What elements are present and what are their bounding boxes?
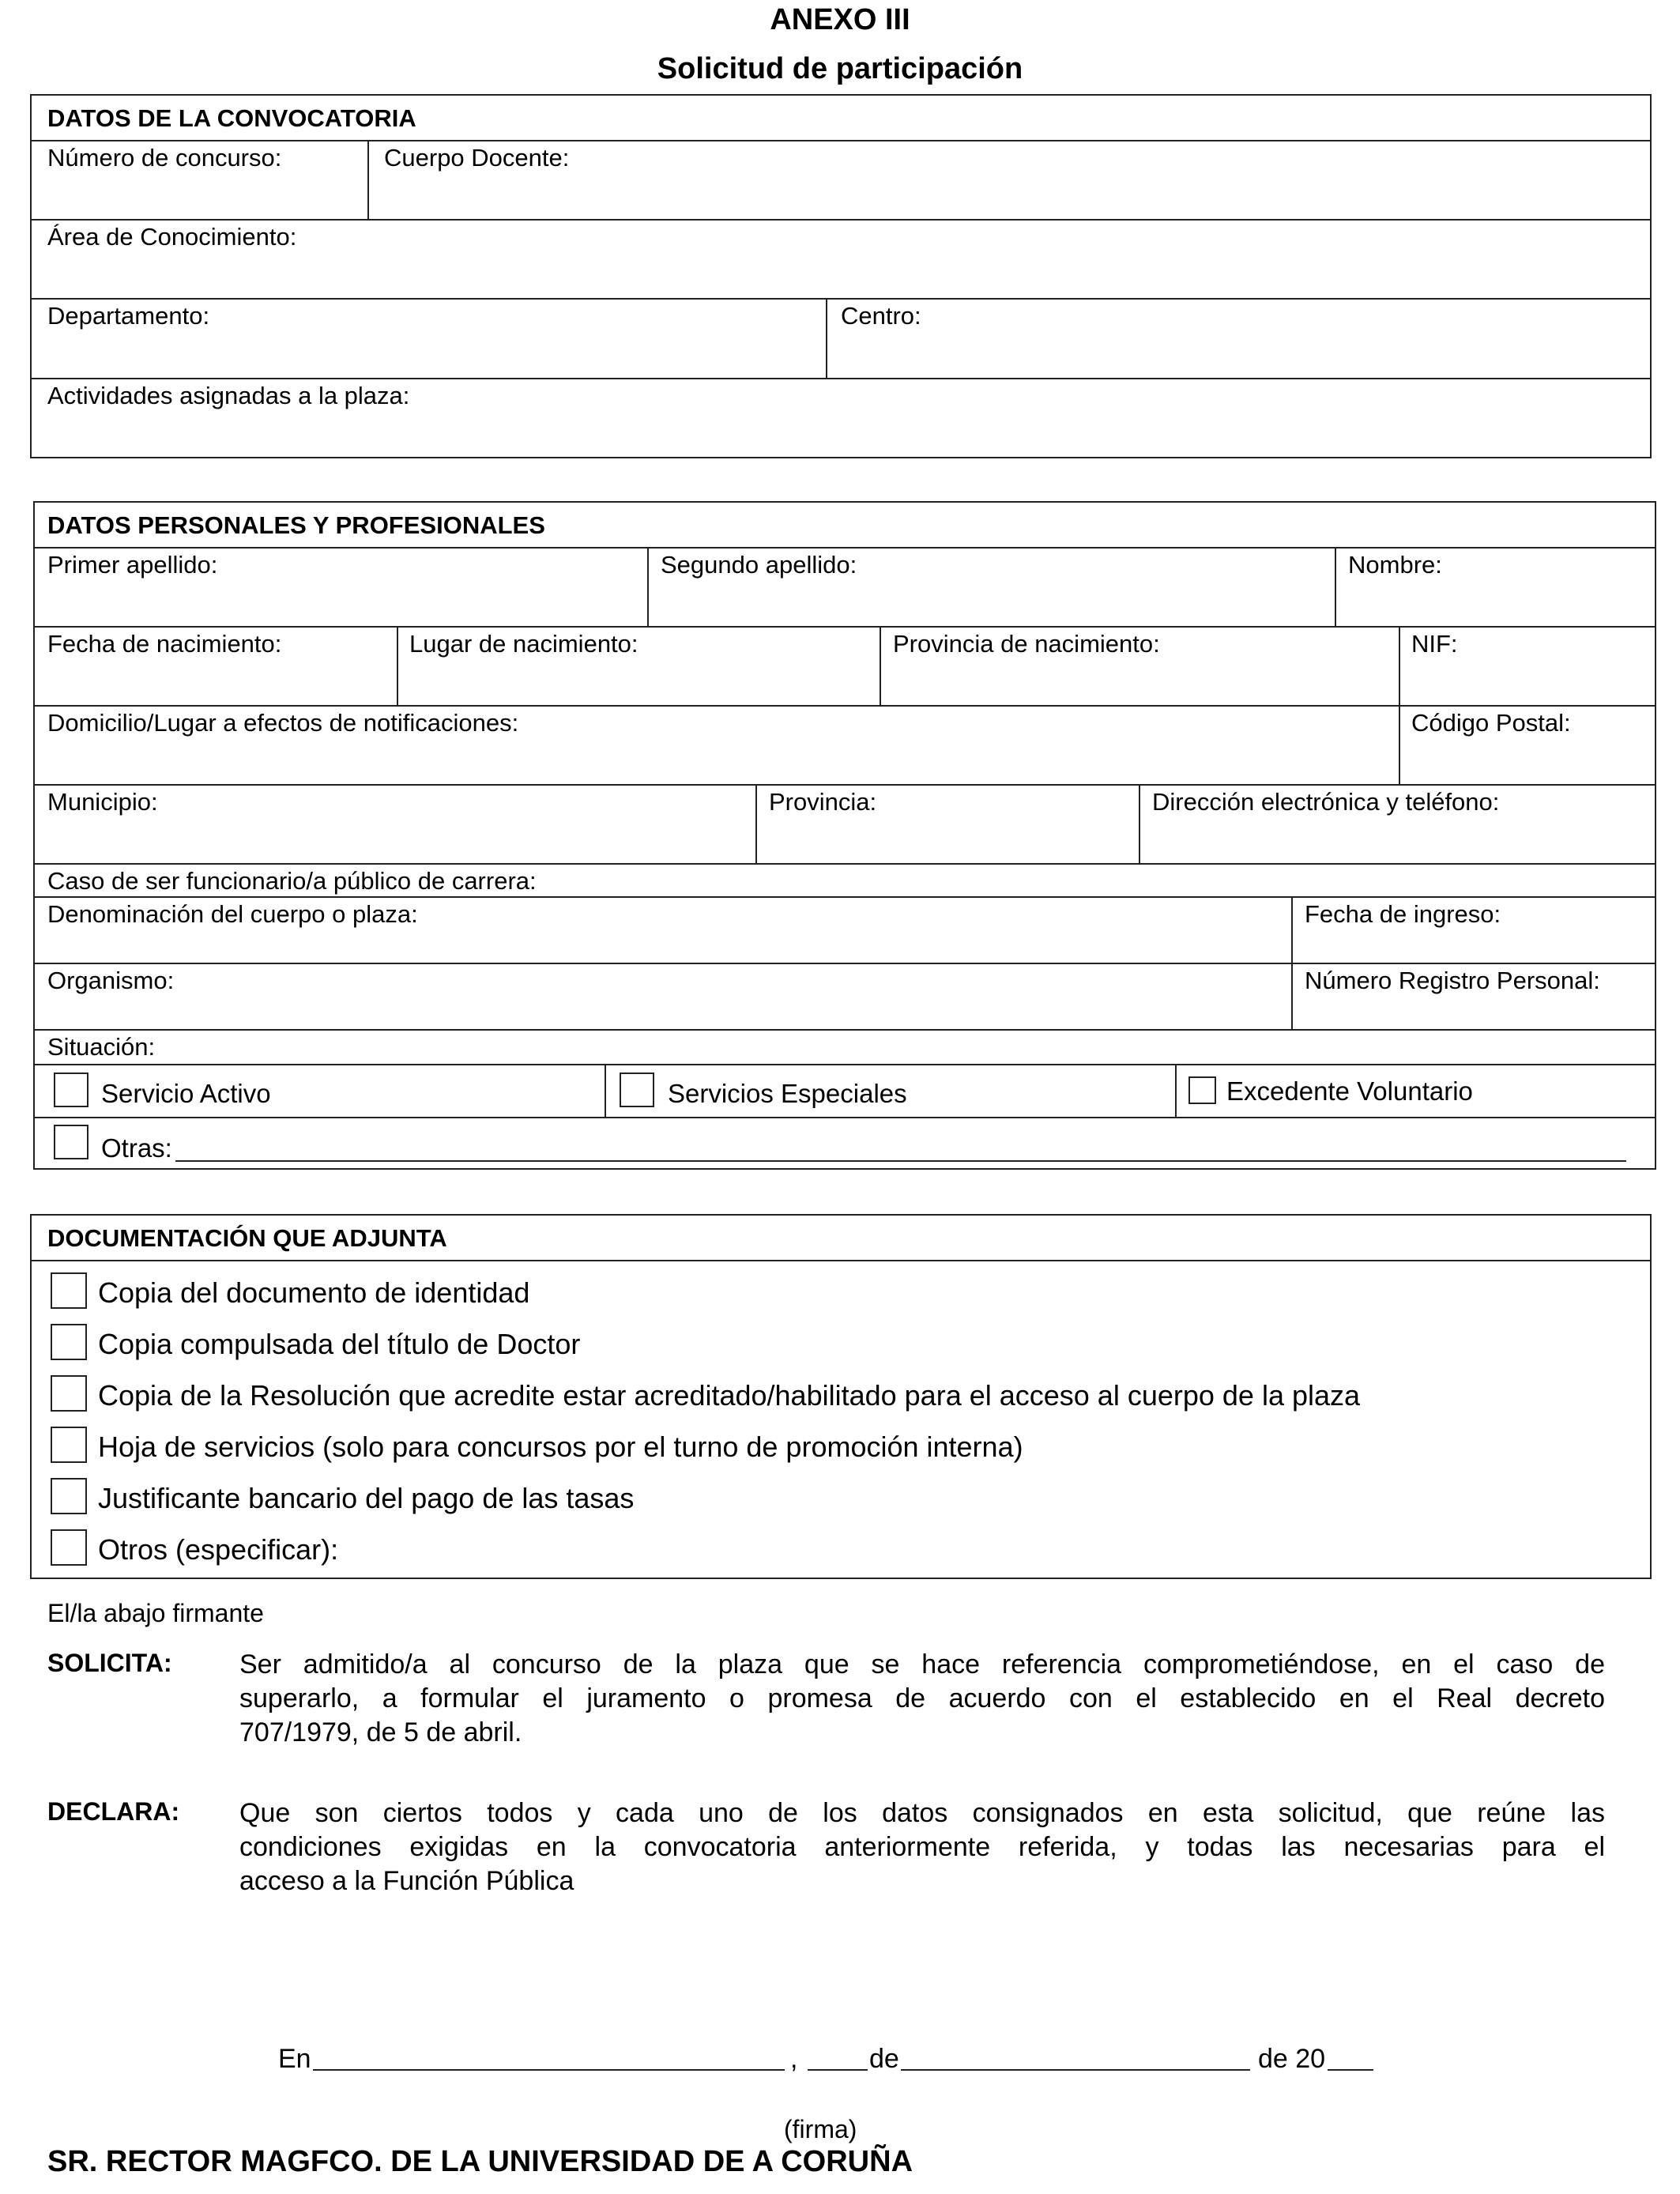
servicio-activo-label: Servicio Activo (101, 1079, 271, 1108)
codigo-postal-field[interactable]: Código Postal: (1411, 709, 1571, 737)
rector-addressee: SR. RECTOR MAGFCO. DE LA UNIVERSIDAD DE A CORUÑA (47, 2145, 913, 2178)
centro-field[interactable]: Centro: (841, 302, 921, 330)
doc-hoja-servicios-label: Hoja de servicios (solo para concursos por el turno de promoción interna) (98, 1431, 1023, 1463)
documentacion-heading: DOCUMENTACIÓN QUE ADJUNTA (47, 1224, 447, 1252)
situacion-label: Situación: (47, 1033, 156, 1061)
lugar-nacimiento-field[interactable]: Lugar de nacimiento: (409, 630, 638, 658)
actividades-field[interactable]: Actividades asignadas a la plaza: (47, 382, 410, 409)
doc-identidad-label: Copia del documento de identidad (98, 1276, 530, 1309)
segundo-apellido-field[interactable]: Segundo apellido: (661, 551, 857, 579)
excedente-voluntario-checkbox[interactable] (1188, 1076, 1216, 1104)
personales-section (33, 501, 1656, 1170)
servicio-activo-checkbox[interactable] (54, 1072, 89, 1107)
declara-line-2: condiciones exigidas en la convocatoria anteriormente referida, y todas las necesarias para el (239, 1832, 1605, 1862)
declara-line-3: acceso a la Función Pública (239, 1866, 574, 1896)
doc-resolucion-checkbox[interactable] (51, 1375, 87, 1412)
doc-otros-checkbox[interactable] (51, 1529, 87, 1566)
servicios-especiales-checkbox[interactable] (620, 1072, 654, 1107)
doc-identidad-checkbox[interactable] (51, 1272, 87, 1309)
denominacion-field[interactable]: Denominación del cuerpo o plaza: (47, 900, 418, 928)
firma-label: (firma) (784, 2115, 857, 2143)
convocatoria-heading: DATOS DE LA CONVOCATORIA (47, 104, 416, 132)
doc-titulo-doctor-checkbox[interactable] (51, 1324, 87, 1360)
otras-checkbox[interactable] (54, 1125, 89, 1159)
signature-comma: , (790, 2044, 798, 2074)
nif-field[interactable]: NIF: (1411, 630, 1458, 658)
cuerpo-docente-field[interactable]: Cuerpo Docente: (384, 144, 570, 172)
excedente-voluntario-label: Excedente Voluntario (1226, 1076, 1473, 1106)
area-conocimiento-field[interactable]: Área de Conocimiento: (47, 223, 297, 251)
doc-resolucion-label: Copia de la Resolución que acredite estar acreditado/habilitado para el acceso al cuerpo de la plaza (98, 1379, 1361, 1412)
personales-heading: DATOS PERSONALES Y PROFESIONALES (47, 511, 545, 539)
solicita-label: SOLICITA: (47, 1649, 172, 1677)
form-subtitle: Solicitud de participación (657, 52, 1023, 85)
signature-de-label: de (869, 2044, 899, 2074)
doc-otros-label: Otros (especificar): (98, 1533, 339, 1566)
annex-title: ANEXO III (770, 3, 910, 36)
doc-justificante-label: Justificante bancario del pago de las tasas (98, 1482, 635, 1514)
signature-en-label: En (278, 2044, 311, 2074)
fecha-ingreso-field[interactable]: Fecha de ingreso: (1305, 900, 1501, 928)
caso-funcionario-label: Caso de ser funcionario/a público de carrera: (47, 867, 537, 895)
domicilio-field[interactable]: Domicilio/Lugar a efectos de notificaciones: (47, 709, 519, 737)
doc-titulo-doctor-label: Copia compulsada del título de Doctor (98, 1328, 581, 1360)
year-input-line[interactable] (1328, 2069, 1373, 2071)
day-input-line[interactable] (808, 2069, 868, 2071)
doc-justificante-checkbox[interactable] (51, 1478, 87, 1514)
servicios-especiales-label: Servicios Especiales (668, 1079, 907, 1108)
solicita-line-2: superarlo, a formular el juramento o promesa de acuerdo con el establecido en el Real decreto (239, 1683, 1605, 1713)
numero-registro-field[interactable]: Número Registro Personal: (1305, 967, 1600, 994)
otras-input-line[interactable] (175, 1160, 1626, 1162)
otras-label: Otras: (101, 1133, 172, 1163)
declara-label: DECLARA: (47, 1797, 180, 1826)
declara-line-1: Que son ciertos todos y cada uno de los datos consignados en esta solicitud, que reúne las (239, 1798, 1605, 1828)
place-input-line[interactable] (313, 2069, 785, 2071)
direccion-telefono-field[interactable]: Dirección electrónica y teléfono: (1152, 788, 1500, 816)
organismo-field[interactable]: Organismo: (47, 967, 175, 994)
doc-hoja-servicios-checkbox[interactable] (51, 1427, 87, 1463)
solicita-line-1: Ser admitido/a al concurso de la plaza que se hace referencia comprometiéndose, en el caso de (239, 1649, 1605, 1679)
primer-apellido-field[interactable]: Primer apellido: (47, 551, 218, 579)
provincia-field[interactable]: Provincia: (769, 788, 877, 816)
departamento-field[interactable]: Departamento: (47, 302, 210, 330)
nombre-field[interactable]: Nombre: (1348, 551, 1442, 579)
solicita-line-3: 707/1979, de 5 de abril. (239, 1717, 522, 1747)
signature-year-label: de 20 (1258, 2044, 1326, 2074)
municipio-field[interactable]: Municipio: (47, 788, 158, 816)
month-input-line[interactable] (901, 2069, 1250, 2071)
fecha-nacimiento-field[interactable]: Fecha de nacimiento: (47, 630, 282, 658)
numero-concurso-field[interactable]: Número de concurso: (47, 144, 282, 172)
firmante-intro: El/la abajo firmante (47, 1599, 264, 1627)
provincia-nacimiento-field[interactable]: Provincia de nacimiento: (893, 630, 1160, 658)
